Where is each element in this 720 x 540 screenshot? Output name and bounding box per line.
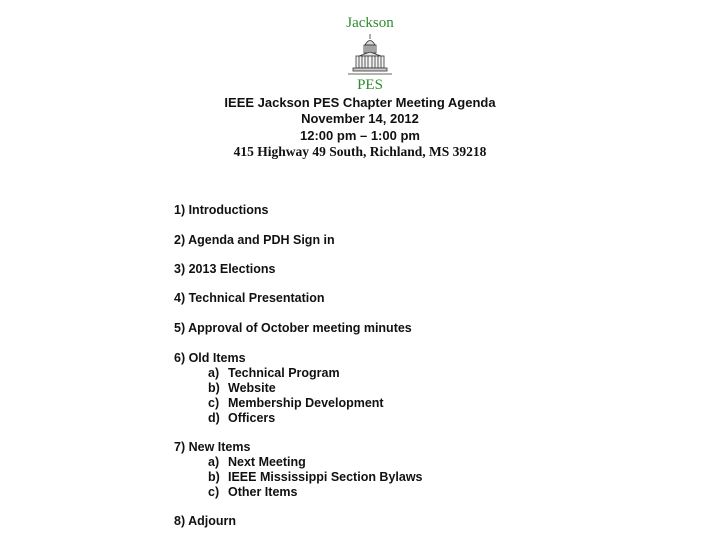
subitem-text: Other Items: [228, 485, 298, 499]
subitem-text: Next Meeting: [228, 455, 306, 469]
agenda-item: 6) Old Items: [174, 351, 246, 365]
subitem-letter: a): [208, 366, 220, 380]
agenda-item: 1) Introductions: [174, 203, 269, 217]
agenda-subitem: [208, 411, 275, 425]
agenda-subitem: [208, 485, 297, 499]
agenda-item: 8) Adjourn: [174, 514, 237, 528]
subitem-letter: c): [208, 396, 220, 410]
subitem-text: Technical Program: [228, 366, 340, 380]
agenda-subitem: [208, 455, 306, 469]
logo-bottom-text: PES: [357, 77, 383, 93]
agenda-item: 2) Agenda and PDH Sign in: [174, 233, 335, 247]
agenda-subitem: [208, 470, 423, 484]
capitol-building-icon: [348, 32, 392, 76]
chapter-logo: [330, 14, 410, 93]
subitem-letter: c): [208, 485, 220, 499]
agenda-item: 3) 2013 Elections: [174, 262, 276, 276]
subitem-letter: b): [208, 381, 220, 395]
meeting-address: 415 Highway 49 South, Richland, MS 39218: [233, 144, 487, 159]
subitem-letter: d): [208, 411, 220, 425]
agenda-item: 4) Technical Presentation: [174, 291, 325, 305]
meeting-time: 12:00 pm – 1:00 pm: [300, 128, 420, 143]
subitem-text: IEEE Mississippi Section Bylaws: [228, 470, 423, 484]
meeting-date: November 14, 2012: [301, 111, 419, 126]
logo-top-text: Jackson: [346, 15, 394, 31]
subitem-letter: b): [208, 470, 220, 484]
subitem-text: Website: [228, 381, 276, 395]
agenda-subitem: [208, 381, 276, 395]
agenda-subitem: [208, 396, 384, 410]
subitem-text: Officers: [228, 411, 276, 425]
agenda-title: IEEE Jackson PES Chapter Meeting Agenda: [224, 95, 496, 110]
agenda-item: 5) Approval of October meeting minutes: [174, 321, 412, 335]
agenda-subitem: [208, 366, 340, 380]
subitem-text: Membership Development: [228, 396, 384, 410]
agenda-item: 7) New Items: [174, 440, 251, 454]
subitem-letter: a): [208, 455, 220, 469]
